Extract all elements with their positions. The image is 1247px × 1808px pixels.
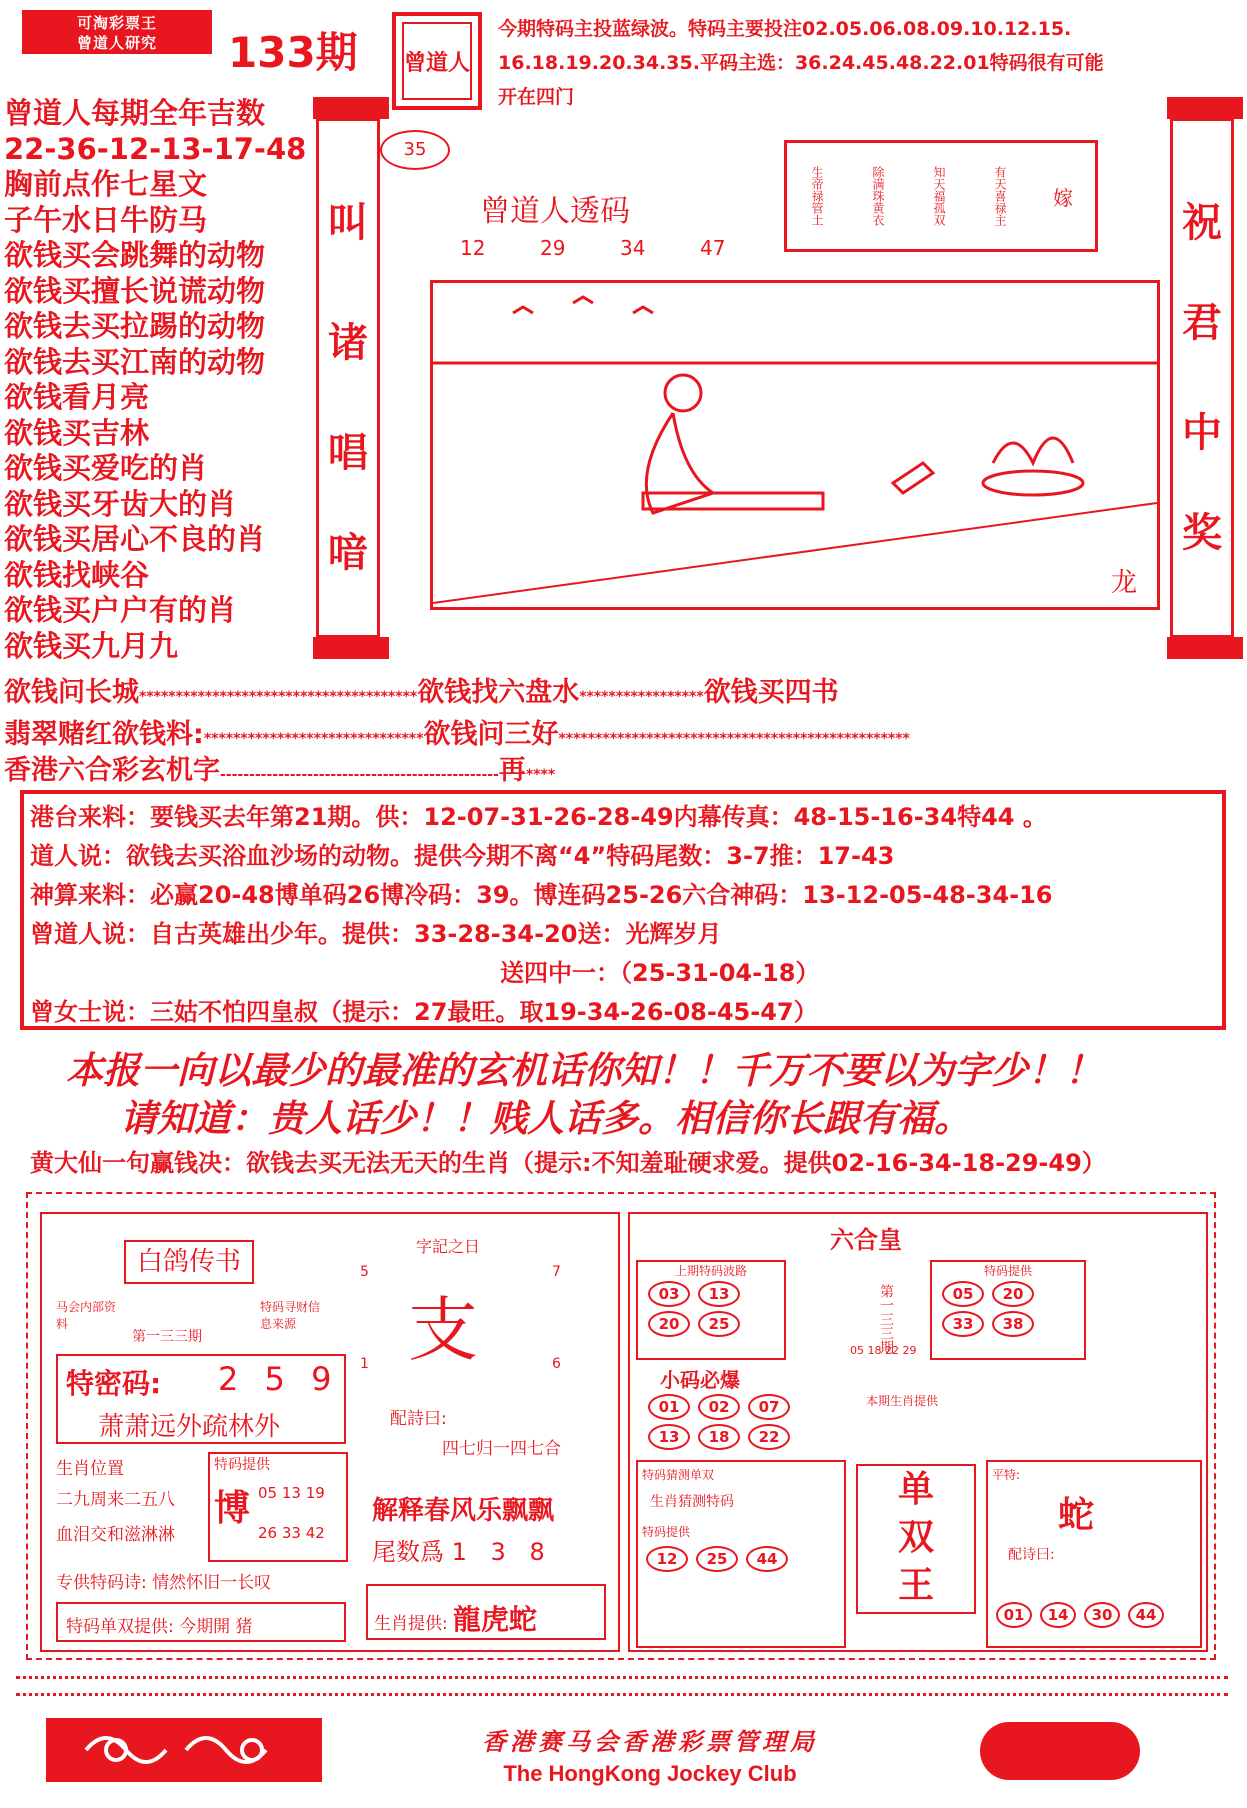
picture-number: 29 (540, 236, 566, 260)
special-box (56, 1354, 346, 1444)
pick-row: 26 33 42 (258, 1524, 325, 1542)
right-title: 六合皇 (830, 1226, 902, 1254)
bottom-panels (26, 1192, 1216, 1660)
picture-title: 曾道人透码 (480, 194, 630, 229)
ball: 30 (1084, 1602, 1120, 1628)
fortune-table (784, 140, 1098, 252)
riddle-line: 欲钱去买拉踢的动物 (4, 309, 266, 343)
panel-sub: 马会内部资料 (56, 1300, 117, 1331)
ornament-strip (16, 1676, 1228, 1696)
slogan-line: 本报一向以最少的最准的玄机话你知！！千万不要以为字少！！ (66, 1048, 1102, 1092)
riddle-line: 欲钱找峡谷 (4, 557, 150, 592)
ball: 44 (746, 1546, 788, 1572)
tail-label: 尾数爲 (372, 1538, 444, 1566)
scroll-char: 喑 (328, 530, 368, 576)
long-line-a: 翡翠赌红欲钱料: (4, 719, 204, 750)
right-scroll (1170, 118, 1234, 638)
ball: 20 (992, 1281, 1034, 1307)
ball: 22 (748, 1424, 790, 1450)
detect-line: 生肖猜测特码 (650, 1494, 734, 1510)
pick-row: 05 13 19 (258, 1484, 325, 1502)
poem-line: 情然怀旧一长叹 (152, 1573, 272, 1593)
table-col: 有天喜禄主 (993, 166, 1007, 226)
long-line-stars: ****************************** (203, 731, 424, 747)
cloud-emblem (46, 1718, 322, 1782)
left-scroll (316, 118, 380, 638)
single-label: 特码单双提供: (66, 1617, 174, 1637)
last-box (636, 1260, 786, 1360)
long-line-b: 再 (498, 755, 526, 786)
long-line-a: 香港六合彩玄机字 (4, 755, 220, 786)
single-box (56, 1602, 346, 1642)
long-line (4, 748, 555, 787)
long-line-b: 欲钱问三好 (423, 719, 559, 750)
panel-sub: 特码寻财信息来源 (260, 1300, 321, 1331)
ball: 12 (646, 1546, 688, 1572)
special-poem: 萧萧远外疏林外 (98, 1412, 281, 1442)
detect-label: 特码猜测单双 (642, 1468, 715, 1482)
header-tip-line: 16.18.19.20.34.35.平码主选：36.24.45.48.22.01特码很有可能 (498, 52, 1104, 74)
long-line-b: 欲钱找六盘水 (417, 677, 580, 708)
logo-line-1: 可淘彩票王 (76, 14, 157, 32)
table-col: 除满珠黄衣 (871, 166, 885, 226)
long-line-stars: **** (525, 767, 556, 783)
panel-title: 白鸽传书 (124, 1240, 254, 1284)
right-panel (628, 1212, 1208, 1652)
riddle-line: 欲钱买吉林 (4, 415, 150, 450)
right-issue: 第一三三期 (878, 1284, 894, 1354)
ball: 05 (942, 1281, 984, 1307)
poem-label: 专供特码诗: (56, 1573, 147, 1593)
ball: 38 (992, 1311, 1034, 1337)
position-label: 生肖位置 (56, 1459, 124, 1479)
blood-line: 血泪交和滋淋淋 (56, 1525, 175, 1545)
char-num: 5 (360, 1264, 369, 1280)
sd-char: 王 (897, 1565, 934, 1606)
riddle-line: 欲钱买爱吃的肖 (4, 451, 208, 485)
tail-row (372, 1532, 553, 1567)
pick-box-right (930, 1260, 1086, 1360)
position-line: 二九周来二五八 (56, 1490, 175, 1510)
scroll-char: 唱 (328, 430, 368, 476)
period-label: 本期生肖提供 (866, 1394, 939, 1408)
cloud-icon (46, 1718, 322, 1782)
pick-line: 05 18 22 29 (850, 1344, 917, 1357)
long-line-stars: ************************************** (139, 689, 418, 705)
riddle-line: 22-36-12-13-17-48 (4, 131, 307, 166)
table-col: 知天福孤双 (932, 166, 946, 226)
header-tip (498, 12, 1238, 114)
riddle-line: 欲钱买居心不良的肖 (4, 522, 266, 556)
corner-label: 龙 (1110, 568, 1137, 598)
tip-line: 送四中一：（25-31-04-18） (500, 959, 820, 987)
ball: 20 (648, 1311, 690, 1337)
scroll-char: 君 (1182, 300, 1222, 346)
ball: 02 (698, 1394, 740, 1420)
riddle-line: 欲钱看月亮 (4, 380, 150, 414)
pick2-label: 特码提供 (642, 1525, 691, 1539)
badge-circle: 35 (380, 130, 450, 170)
char-big: 支 (408, 1289, 478, 1371)
long-line-a: 欲钱问长城 (4, 677, 139, 708)
seal-text: 曾道人 (402, 22, 472, 100)
tip-line: 曾女士说：三姑不怕四皇叔（提示：27最旺。取19-34-26-08-45-47） (30, 998, 818, 1026)
long-line (4, 670, 839, 709)
scroll-cap (1167, 637, 1243, 659)
tip-line: 神算来料：必赢20-48博单码26博冷码：39。博连码25-26六合神码：13-12-05-48-34-16 (30, 881, 1053, 909)
riddle-line: 胸前点作七星文 (4, 167, 208, 201)
footer-en: The HongKong Jockey Club (503, 1761, 797, 1786)
pick-char: 博 (214, 1488, 251, 1529)
tip-line: 曾道人说：自古英雄出少年。提供：33-28-34-20送：光辉岁月 (30, 920, 722, 948)
left-panel (40, 1212, 620, 1652)
sd-char: 双 (897, 1517, 934, 1558)
ball: 33 (942, 1311, 984, 1337)
flat-box (986, 1460, 1202, 1648)
ball: 25 (698, 1311, 740, 1337)
position-box (56, 1454, 196, 1554)
char-num: 7 (552, 1264, 561, 1280)
riddle-line: 欲钱买擅长说谎动物 (4, 273, 266, 308)
tip-line: 道人说：欲钱去买浴血沙场的动物。提供今期不离“4”特码尾数：3-7推：17-43 (30, 842, 895, 870)
scroll-char: 祝 (1182, 200, 1222, 246)
tips-box (20, 790, 1226, 1030)
scroll-cap (1167, 97, 1243, 119)
zodiac-label: 生肖提供: (374, 1614, 448, 1634)
char-num: 6 (552, 1356, 561, 1372)
logo-line-2: 曾道人研究 (76, 34, 157, 52)
publisher-logo (22, 10, 212, 54)
ball: 18 (698, 1424, 740, 1450)
riddle-line: 欲钱买九月九 (4, 628, 179, 663)
long-line-stars: ************************************************ (558, 731, 910, 747)
long-line-c: 欲钱买四书 (703, 677, 839, 708)
small-label: 小码必爆 (660, 1368, 740, 1392)
special-numbers: 2 5 9 (218, 1360, 340, 1398)
long-line-stars: ------------------------------------------------ (220, 767, 499, 783)
illustration-frame (430, 280, 1160, 610)
char-top: 字記之日 (416, 1237, 481, 1256)
ball: 07 (748, 1394, 790, 1420)
tip-line: 港台来料：要钱买去年第21期。供：12-07-31-26-28-49内幕传真：48-15-16-34特44 。 (30, 803, 1047, 831)
long-line (4, 712, 910, 751)
riddle-line: 曾道人每期全年吉数 (4, 96, 266, 130)
riddle-line: 欲钱买会跳舞的动物 (4, 238, 266, 272)
riddle-line: 欲钱去买江南的动物 (4, 344, 266, 379)
last-label: 上期特码波路 (674, 1264, 747, 1278)
picture-number: 47 (700, 236, 726, 260)
poem-row (56, 1568, 271, 1593)
scroll-char: 叫 (328, 200, 368, 246)
seal-stamp (392, 12, 482, 110)
single-double-box (856, 1464, 976, 1614)
detect-box (636, 1460, 846, 1648)
scroll-cap (313, 97, 389, 119)
scholar-illustration (433, 283, 1157, 607)
scroll-char: 中 (1182, 410, 1222, 456)
picture-number: 34 (620, 236, 646, 260)
ball: 44 (1128, 1602, 1164, 1628)
ball: 03 (648, 1281, 690, 1307)
special-label: 特密码: (66, 1367, 162, 1400)
ball: 13 (698, 1281, 740, 1307)
picture-number: 12 (460, 236, 486, 260)
table-col: 生帝禄管土 (810, 166, 824, 226)
pick-label: 特码提供 (214, 1457, 270, 1473)
riddle-line: 欲钱买牙齿大的肖 (4, 486, 237, 521)
footer-cn: 香港赛马会香港彩票管理局 (482, 1728, 818, 1756)
ball: 13 (648, 1424, 690, 1450)
flat-poem-label: 配诗曰: (1008, 1547, 1055, 1563)
riddle-line: 子午水日牛防马 (4, 202, 208, 237)
small-balls (644, 1392, 844, 1452)
tail-numbers: 1 3 8 (451, 1538, 553, 1566)
ball: 01 (648, 1394, 690, 1420)
riddle-list (4, 96, 314, 664)
long-line-stars: ***************** (579, 689, 704, 705)
header-tip-line: 今期特码主投蓝绿波。特码主要投注02.05.06.08.09.10.12.15. (498, 18, 1072, 40)
slogan-line: 请知道：贵人话少！！贱人话多。相信你长跟有福。 (120, 1096, 971, 1140)
zodiac-box (366, 1584, 606, 1640)
sd-char: 单 (897, 1469, 934, 1510)
ball: 25 (696, 1546, 738, 1572)
scroll-cap (313, 637, 389, 659)
mid-explain: 解释春风乐飘飘 (372, 1496, 555, 1526)
issue-number: 133期 (228, 28, 358, 77)
char-num: 1 (360, 1356, 369, 1372)
panel-issue: 第一三三期 (132, 1329, 202, 1345)
marry-char: 嫁 (1053, 185, 1073, 210)
pick-box (208, 1452, 348, 1562)
huang-line: 黄大仙一句赢钱决：欲钱去买无法无天的生肖（提示:不知羞耻硬求爱。提供02-16-34-18-29-49） (30, 1149, 1106, 1177)
flat-label: 平特: (992, 1468, 1021, 1482)
zodiac-value: 龍虎蛇 (452, 1603, 537, 1636)
jockey-club-logo (980, 1722, 1140, 1780)
picture-numbers (460, 236, 780, 260)
pick-label-right: 特码提供 (983, 1264, 1032, 1278)
header-tip-line: 开在四门 (498, 86, 575, 108)
mid-poem-label: 配詩曰: (390, 1409, 447, 1429)
flat-char: 蛇 (1058, 1495, 1095, 1536)
riddle-line: 欲钱买户户有的肖 (4, 593, 237, 627)
single-value: 今期開 猪 (179, 1617, 253, 1637)
scroll-char: 诸 (328, 320, 368, 366)
footer-text (330, 1722, 970, 1787)
mid-poem: 四七归一四七合 (442, 1439, 561, 1459)
ball: 01 (996, 1602, 1032, 1628)
scroll-char: 奖 (1182, 510, 1222, 556)
ball: 14 (1040, 1602, 1076, 1628)
